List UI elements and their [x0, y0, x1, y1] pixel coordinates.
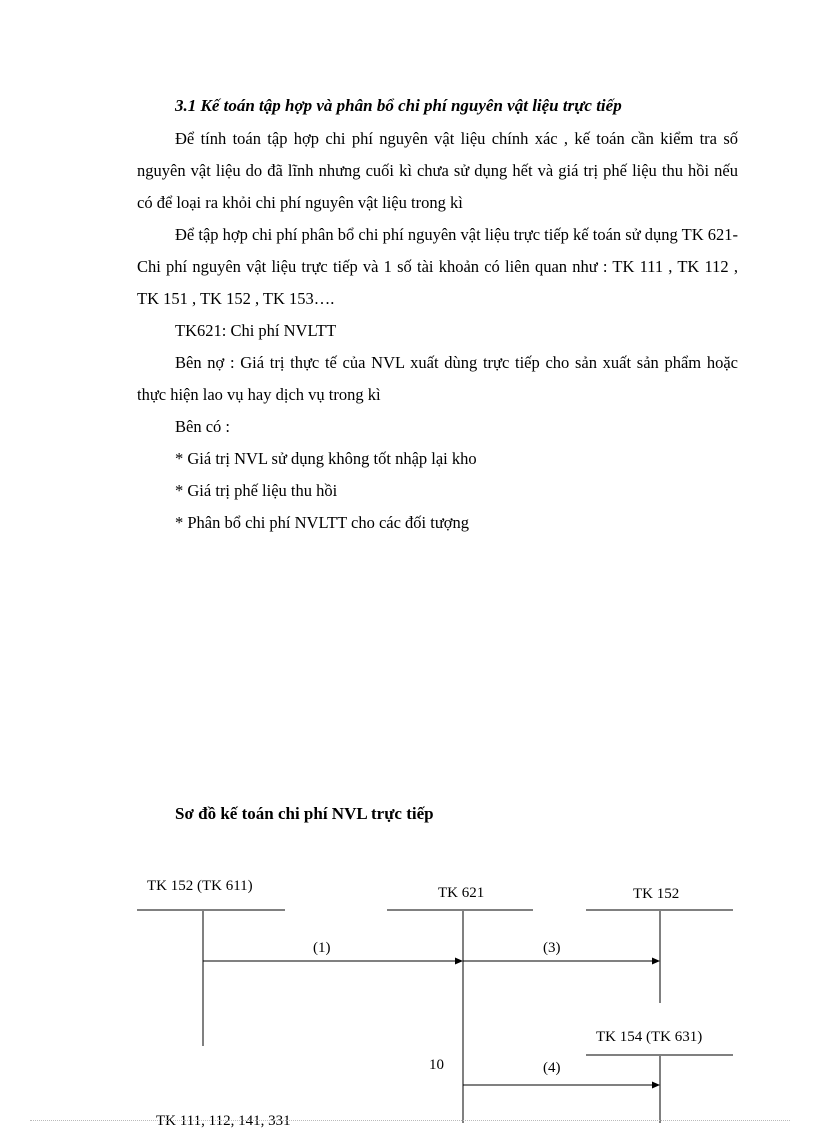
debit-side-text: Bên nợ : Giá trị thực tế của NVL xuất dùng trực tiếp cho sản xuất sản phẩm hoặc thực hiện lao vụ hay dịch vụ trong kì — [137, 353, 738, 404]
page-bottom-border — [30, 1120, 790, 1121]
credit-side-label: Bên có : — [175, 417, 230, 436]
account-label-tk154-631: TK 154 (TK 631) — [596, 1029, 703, 1045]
flow-1-label: (1) — [313, 940, 331, 956]
account-label-tk621: TK 621 — [438, 885, 485, 901]
flow-3-label: (3) — [543, 940, 561, 956]
flow-10-label: 10 — [429, 1057, 444, 1073]
account-label-tk111-group: TK 111, 112, 141, 331 — [156, 1113, 291, 1129]
diagram-title: Sơ đồ kế toán chi phí NVL trực tiếp — [175, 804, 434, 823]
account-label-tk152-611: TK 152 (TK 611) — [147, 878, 253, 894]
tk621-title: TK621: Chi phí NVLTT — [175, 321, 337, 340]
section-heading: 3.1 Kế toán tập hợp và phân bổ chi phí nguyên vật liệu trực tiếp — [175, 96, 622, 115]
credit-item: * Giá trị phế liệu thu hồi — [175, 481, 338, 500]
flow-4-label: (4) — [543, 1060, 561, 1076]
paragraph-accounts-used-text: Để tập hợp chi phí phân bổ chi phí nguyên vật liệu trực tiếp kế toán sử dụng TK 621- Chi phí nguyên vật liệu trực tiếp và 1 số tài khoản có liên quan như : TK 111 , TK 112 , TK 151 , TK 152 , TK 153…. — [137, 225, 738, 308]
credit-item: * Giá trị NVL sử dụng không tốt nhập lại kho — [175, 449, 477, 468]
account-label-tk152: TK 152 — [633, 886, 680, 902]
paragraph-cost-collection-text: Để tính toán tập hợp chi phí nguyên vật liệu chính xác , kế toán cần kiểm tra số nguyên vật liệu do đã lĩnh nhưng cuối kì chưa sử dụng hết và giá trị phế liệu thu hồi nếu có để loại ra khỏi chi phí nguyên vật liệu trong kì — [137, 129, 738, 212]
credit-item: * Phân bổ chi phí NVLTT cho các đối tượng — [175, 513, 470, 532]
